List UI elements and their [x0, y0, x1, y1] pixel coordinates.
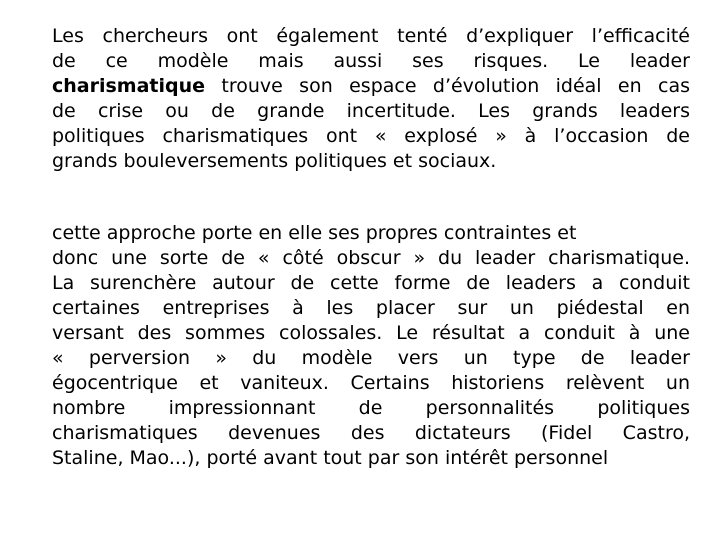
text-line: de ce modèle mais aussi ses risques. Le leader: [52, 50, 690, 72]
text-segment: trouve son espace d’évolution idéal en cas: [205, 75, 690, 97]
paragraph-dark-side: [52, 221, 690, 471]
text-line: « perversion » du modèle vers un type de leader: [52, 347, 690, 369]
text-line: La surenchère autour de cette forme de leaders a conduit: [52, 272, 690, 294]
text-line: Staline, Mao...), porté avant tout par son intérêt personnel: [52, 447, 609, 469]
bold-term: charismatique: [52, 75, 206, 97]
text-line: [52, 74, 690, 99]
text-line: politiques charismatiques ont « explosé » à l’occasion de: [52, 125, 690, 147]
text-line: de crise ou de grande incertitude. Les grands leaders: [52, 100, 690, 122]
text-line: cette approche porte en elle ses propres contraintes et: [52, 222, 577, 244]
text-line: certaines entreprises à les placer sur un piédestal en: [52, 297, 690, 319]
text-line: grands bouleversements politiques et sociaux.: [52, 150, 497, 172]
text-line: égocentrique et vaniteux. Certains historiens relèvent un: [52, 372, 690, 394]
text-line: Les chercheurs ont également tenté d’expliquer l’efficacité: [52, 25, 690, 47]
text-line: donc une sorte de « côté obscur » du leader charismatique.: [52, 247, 690, 269]
text-line: nombre impressionnant de personnalités politiques: [52, 397, 690, 419]
text-line: charismatiques devenues des dictateurs (Fidel Castro,: [52, 422, 690, 444]
paragraph-leaders-risks: [52, 24, 690, 174]
text-line: versant des sommes colossales. Le résultat a conduit à une: [52, 322, 690, 344]
